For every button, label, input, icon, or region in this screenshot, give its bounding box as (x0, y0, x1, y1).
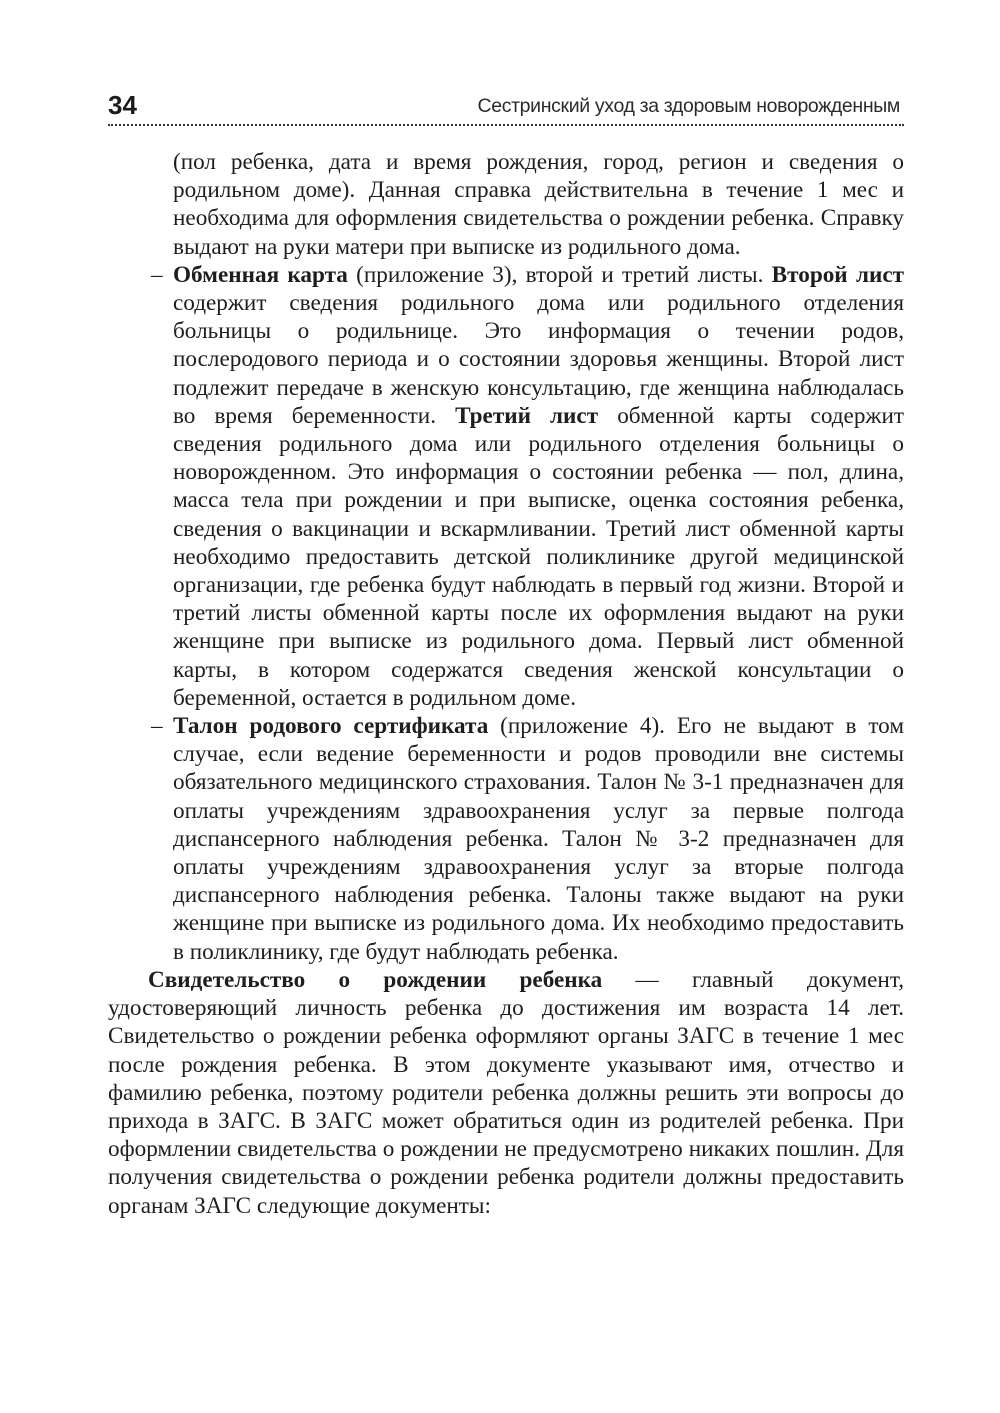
paragraph-text: — главный документ, удостоверяющий личность ребенка до достижения им возраста 14 лет. Свидетельство о рождении ребенка оформляют органы ЗАГС в течение 1 мес после рождения ребенка. В этом документе указывают имя, отчество и фамилию ребенка, поэтому родители ребенка должны решить эти вопросы до прихода в ЗАГС. В ЗАГС может обратиться один из родителей ребенка. При оформлении свидетельства о рождении не предусмотрено никаких пошлин. Для получения свидетельства о рождении ребенка родители должны предоставить органам ЗАГС следующие документы: (108, 966, 905, 1219)
list-item-exchange-card (108, 261, 904, 712)
term-birth-certificate: Свидетельство о рождении ребенка (148, 966, 603, 993)
paragraph-birth-certificate (108, 966, 904, 1220)
continued-list-item-text: (пол ребенка, дата и время рождения, город, регион и сведения о родильном доме). Данная справка действительна в течение 1 мес и необходима для оформления свидетельства о рождении ребенка. Справку выдают на руки матери при выписке из родильного дома. (173, 149, 904, 260)
term-third-sheet: Третий лист (455, 402, 599, 429)
page-number: 34 (108, 90, 137, 120)
list-item-text: (приложение 3), второй и третий листы. (347, 261, 772, 288)
term-exchange-card: Обменная карта (173, 261, 348, 288)
list-item-birth-certificate-coupon (108, 712, 904, 966)
list-item-text: содержит сведения родильного дома или родильного отделения больницы о родильнице. Это информация о течении родов, послеродового периода и о состоянии здоровья женщины. Второй лист подлежит передаче в женскую консультацию, где женщина наблюдалась во время беременности. (173, 290, 904, 429)
page-body (108, 148, 904, 1220)
list-item-text: обменной карты содержит сведения родильного дома или родильного отделения больницы о новорожденном. Это информация о состоянии ребенка — пол, длина, масса тела при рождении и при выписке, оценка состояния ребенка, сведения о вакцинации и вскармливании. Третий лист обменной карты необходимо предоставить детской поликлинике другой медицинской организации, где ребенка будут наблюдать в первый год жизни. Второй и третий листы обменной карты после их оформления выдают на руки женщине при выписке из родильного дома. Первый лист обменной карты, в котором содержатся сведения женской консультации о беременной, остается в родильном доме. (173, 402, 904, 711)
list-dash: – (151, 713, 163, 740)
header-dotted-rule (108, 124, 904, 126)
list-dash: – (151, 261, 163, 288)
list-item-text: (приложение 4). Его не выдают в том случае, если ведение беременности и родов проводили вне системы обязательного медицинского страхования. Талон № 3-1 предназначен для оплаты учреждениям здравоохранения услуг за первые полгода диспансерного наблюдения ребенка. Талон № 3-2 предназначен для оплаты учреждениям здравоохранения услуг за вторые полгода диспансерного наблюдения ребенка. Талоны также выдают на руки женщине при выписке из родильного дома. Их необходимо предоставить в поликлинику, где будут наблюдать ребенка. (173, 713, 904, 965)
term-second-sheet: Второй лист (771, 261, 905, 288)
page-header (108, 88, 904, 128)
term-birth-certificate-coupon: Талон родового сертификата (173, 713, 489, 740)
running-title: Сестринский уход за здоровым новорожденным (477, 95, 900, 117)
